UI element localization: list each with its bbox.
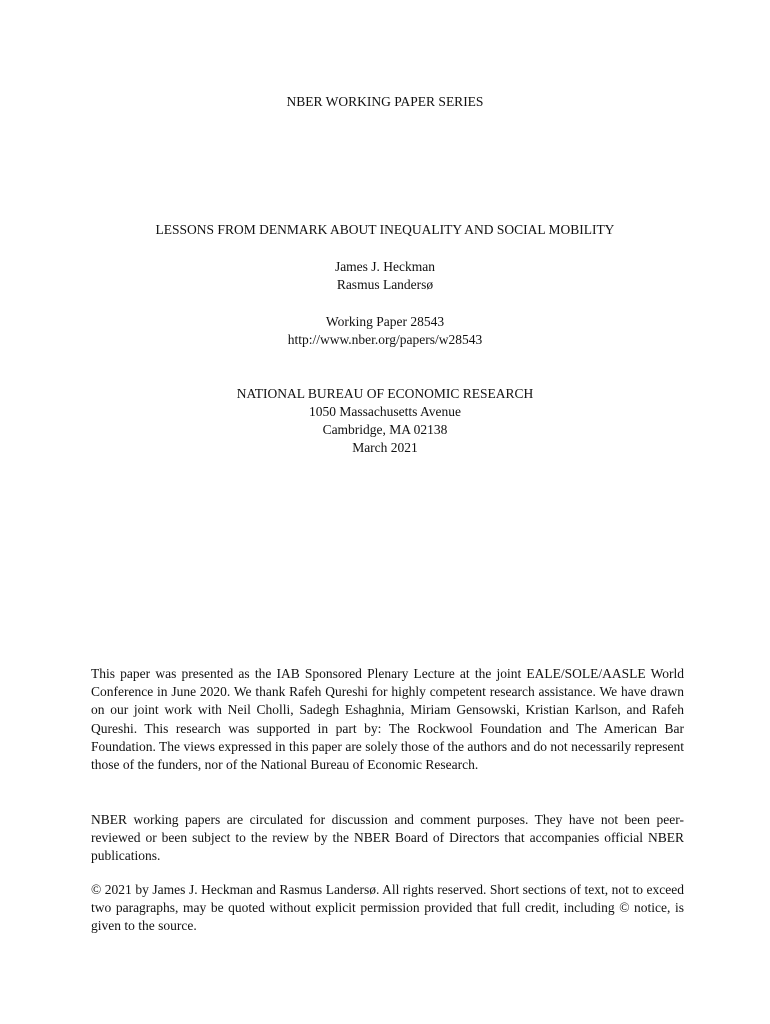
address-line-1: 1050 Massachusetts Avenue [309, 404, 461, 419]
series-heading: NBER WORKING PAPER SERIES [286, 94, 484, 109]
institution-block [0, 385, 770, 457]
institution-name: NATIONAL BUREAU OF ECONOMIC RESEARCH [236, 386, 534, 401]
acknowledgment-paragraph: This paper was presented as the IAB Sponsored Plenary Lecture at the joint EALE/SOLE/AASLE World Conference in June 2020. We thank Rafeh Qureshi for highly competent research assistance. We have drawn on our joint work with Neil Cholli, Sadegh Eshaghnia, Miriam Gensowski, Kristian Karlson, and Rafeh Qureshi. This research was supported in part by: The Rockwool Foundation and The American Bar Foundation. The views expressed in this paper are solely those of the authors and do not necessarily represent those of the funders, nor of the National Bureau of Economic Research. [91, 666, 684, 773]
paper-title: LESSONS FROM DENMARK ABOUT INEQUALITY AND SOCIAL MOBILITY [155, 222, 615, 237]
author-name: Rasmus Landersø [336, 277, 434, 292]
address-line-2: Cambridge, MA 02138 [322, 422, 448, 437]
working-paper-info [0, 313, 770, 349]
author-list [0, 258, 770, 294]
working-paper-url[interactable]: http://www.nber.org/papers/w28543 [287, 332, 483, 347]
author-name: James J. Heckman [334, 259, 436, 274]
working-paper-number: Working Paper 28543 [325, 314, 445, 329]
copyright-paragraph: © 2021 by James J. Heckman and Rasmus Landersø. All rights reserved. Short sections of text, not to exceed two paragraphs, may be quoted without explicit permission provided that full credit, including © notice, is given to the source. [91, 882, 684, 934]
disclaimer-paragraph: NBER working papers are circulated for discussion and comment purposes. They have not been peer-reviewed or been subject to the review by the NBER Board of Directors that accompanies official NBER publications. [91, 812, 684, 864]
publication-date: March 2021 [352, 440, 418, 455]
